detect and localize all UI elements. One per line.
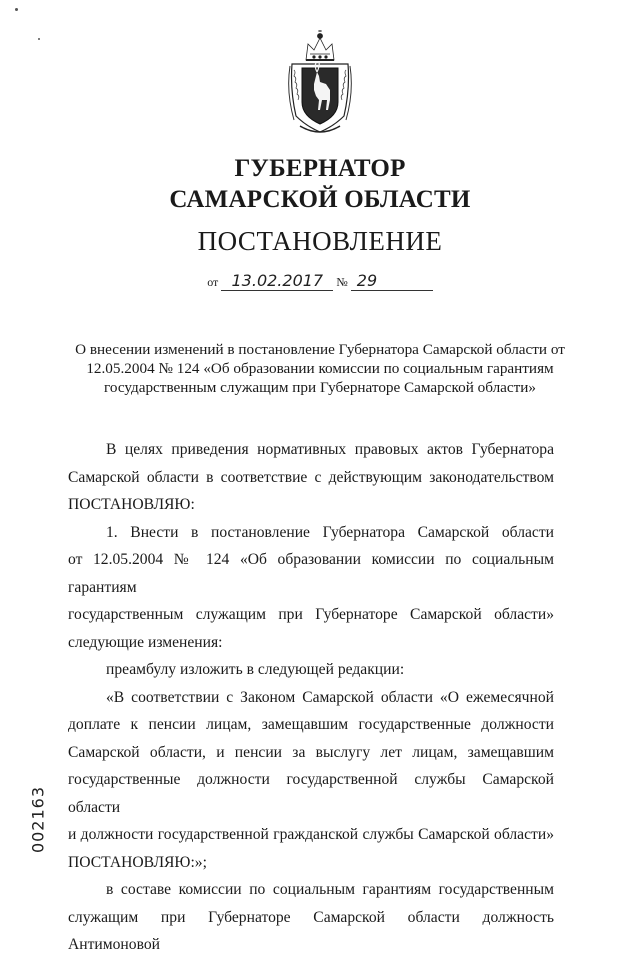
body-line: «В соответствии с Законом Самарской области «О ежемесячной	[106, 688, 554, 706]
registration-code-text: 002163	[28, 785, 48, 854]
body-line: ПОСТАНОВЛЯЮ:»;	[68, 853, 207, 871]
scan-speck	[38, 38, 40, 40]
number-prefix: №	[336, 275, 348, 289]
date-number-line	[0, 272, 640, 292]
body-line: от 12.05.2004 № 124 «Об образовании комиссии по социальным гарантиям	[68, 551, 554, 596]
document-subject: О внесении изменений в постановление Губернатора Самарской области от 12.05.2004 № 124 «Об образовании комиссии по социальным гарантиям государственным служащим при Губернаторе Самарской области»	[75, 341, 565, 396]
body-line: и должности государственной гражданской службы Самарской области»	[68, 826, 554, 843]
body-line: в составе комиссии по социальным гарантиям государственным	[106, 881, 554, 898]
registration-code	[28, 780, 48, 860]
body-line: следующие изменения:	[68, 633, 223, 651]
date-prefix: от	[207, 275, 219, 289]
document-type-title: ПОСТАНОВЛЕНИЕ	[197, 226, 443, 256]
document-body	[68, 436, 554, 959]
body-line: доплате к пенсии лицам, замещавшим государственные должности	[68, 716, 554, 733]
body-line: 1. Внести в постановление Губернатора Самарской области	[106, 523, 554, 541]
body-line: преамбулу изложить в следующей редакции:	[106, 661, 405, 678]
samara-coat-of-arms-icon	[286, 30, 354, 136]
scan-speck	[15, 8, 18, 11]
organization-title-line2: САМАРСКОЙ ОБЛАСТИ	[169, 186, 471, 213]
handwritten-date: 13.02.2017	[221, 272, 333, 291]
organization-title-line1: ГУБЕРНАТОР	[234, 155, 406, 182]
body-line: служащим при Губернаторе Самарской области должность Антимоновой	[68, 908, 554, 953]
body-line: государственным служащим при Губернаторе Самарской области»	[68, 606, 554, 623]
handwritten-number: 29	[351, 272, 433, 291]
body-line: ПОСТАНОВЛЯЮ:	[68, 496, 195, 513]
body-line: В целях приведения нормативных правовых актов Губернатора	[106, 441, 554, 458]
body-line: Самарской области, и пенсии за выслугу лет лицам, замещавшим	[68, 743, 554, 761]
body-line: Самарской области в соответствие с действующим законодательством	[68, 468, 554, 486]
body-line: государственные должности государственной службы Самарской области	[68, 771, 554, 816]
